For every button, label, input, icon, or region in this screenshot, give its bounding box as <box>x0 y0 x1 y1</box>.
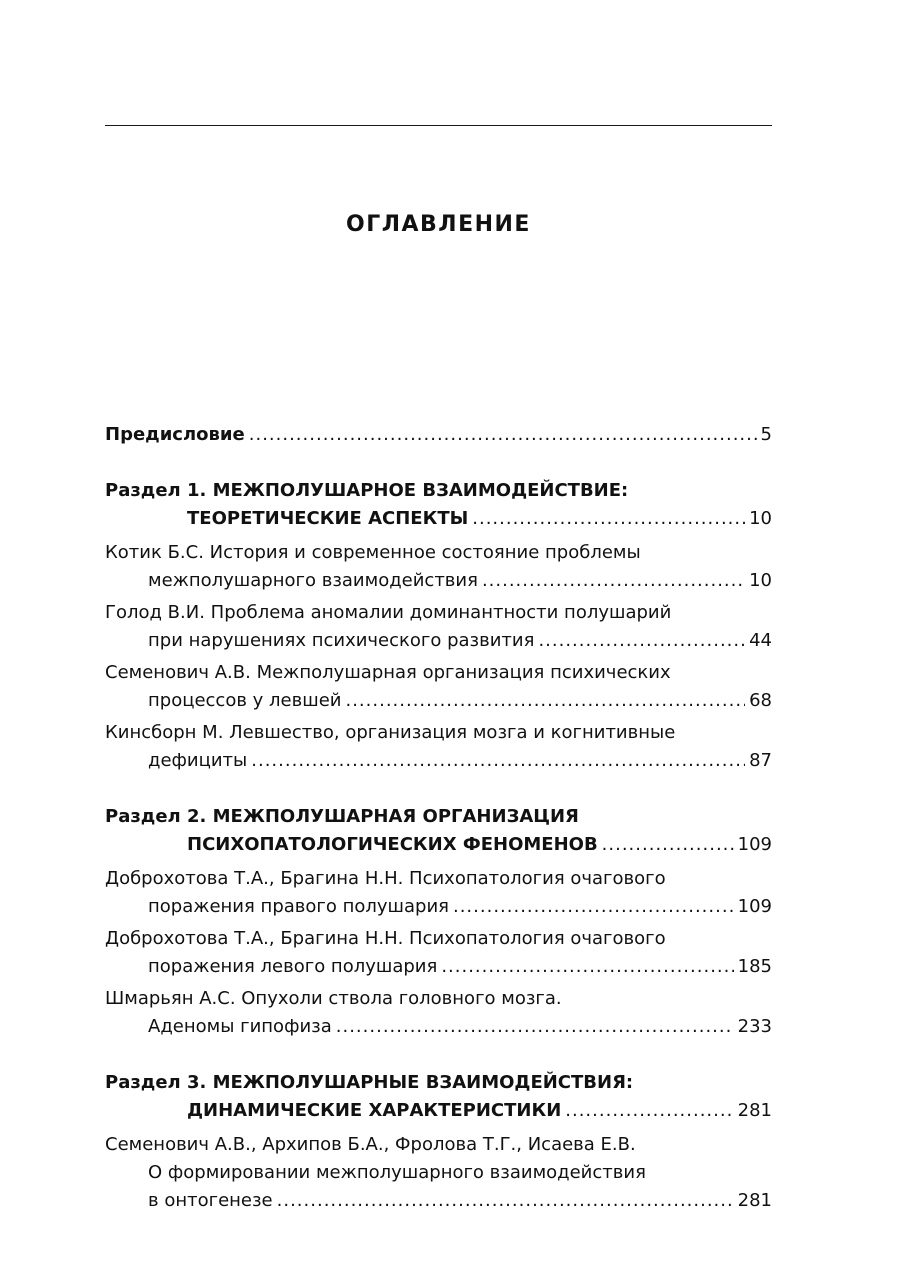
page-number: 185 <box>737 956 772 977</box>
top-rule <box>105 125 772 126</box>
article-title-cont: при нарушениях психического развития <box>148 630 535 651</box>
article-title: Кинсборн М. Левшество, организация мозга и когнитивные <box>105 722 676 743</box>
article-title-cont: поражения левого полушария <box>148 956 438 977</box>
page-number: 44 <box>749 630 772 651</box>
dot-leader <box>249 421 757 449</box>
page-number: 233 <box>737 1016 772 1037</box>
article-title: Доброхотова Т.А., Брагина Н.Н. Психопатология очагового <box>105 928 666 949</box>
article-title-cont: О формировании межполушарного взаимодействия <box>148 1162 646 1183</box>
toc-section-3[interactable] <box>105 1069 772 1125</box>
table-of-contents <box>105 421 772 1219</box>
dot-leader <box>482 567 745 595</box>
article-title: Котик Б.С. История и современное состояние проблемы <box>105 542 641 563</box>
toc-article[interactable] <box>105 659 772 715</box>
article-title-cont: поражения правого полушария <box>148 896 449 917</box>
toc-entry-foreword[interactable] <box>105 421 772 449</box>
section-heading-cont: ПСИХОПАТОЛОГИЧЕСКИХ ФЕНОМЕНОВ <box>187 834 598 855</box>
dot-leader <box>441 953 733 981</box>
section-heading-cont: ДИНАМИЧЕСКИЕ ХАРАКТЕРИСТИКИ <box>187 1100 562 1121</box>
dot-leader <box>277 1187 734 1215</box>
toc-section-2[interactable] <box>105 803 772 859</box>
article-title: Шмарьян А.С. Опухоли ствола головного мозга. <box>105 988 562 1009</box>
toc-section-1[interactable] <box>105 477 772 533</box>
section-heading: Раздел 1. МЕЖПОЛУШАРНОЕ ВЗАИМОДЕЙСТВИЕ: <box>105 480 629 501</box>
article-title-cont: процессов у левшей <box>148 690 342 711</box>
dot-leader <box>565 1097 733 1125</box>
dot-leader <box>472 505 745 533</box>
page-number: 109 <box>737 896 772 917</box>
page-number: 281 <box>737 1190 772 1211</box>
dot-leader <box>251 747 745 775</box>
page-number: 10 <box>749 508 772 529</box>
toc-article[interactable] <box>105 1131 772 1215</box>
toc-article[interactable] <box>105 719 772 775</box>
section-heading: Раздел 3. МЕЖПОЛУШАРНЫЕ ВЗАИМОДЕЙСТВИЯ: <box>105 1072 634 1093</box>
page-title: ОГЛАВЛЕНИЕ <box>346 212 531 237</box>
article-title: Голод В.И. Проблема аномалии доминантности полушарий <box>105 602 672 623</box>
dot-leader <box>336 1013 734 1041</box>
article-title-cont: межполушарного взаимодействия <box>148 570 478 591</box>
page-number: 87 <box>749 750 772 771</box>
section-heading: Раздел 2. МЕЖПОЛУШАРНАЯ ОРГАНИЗАЦИЯ <box>105 806 579 827</box>
section-heading-cont: ТЕОРЕТИЧЕСКИЕ АСПЕКТЫ <box>187 508 469 529</box>
toc-article[interactable] <box>105 985 772 1041</box>
article-title-cont: Аденомы гипофиза <box>148 1016 332 1037</box>
toc-article[interactable] <box>105 599 772 655</box>
page-number: 5 <box>760 424 772 445</box>
article-title-cont: дефициты <box>148 750 248 771</box>
page-number: 281 <box>737 1100 772 1121</box>
article-title: Семенович А.В. Межполушарная организация психических <box>105 662 671 683</box>
dot-leader <box>538 627 745 655</box>
article-title: Семенович А.В., Архипов Б.А., Фролова Т.Г., Исаева Е.В. <box>105 1134 636 1155</box>
toc-article[interactable] <box>105 865 772 921</box>
toc-entry-label: Предисловие <box>105 424 245 445</box>
page-number: 10 <box>749 570 772 591</box>
toc-article[interactable] <box>105 539 772 595</box>
page-number: 109 <box>737 834 772 855</box>
article-title: Доброхотова Т.А., Брагина Н.Н. Психопатология очагового <box>105 868 666 889</box>
dot-leader <box>602 831 734 859</box>
dot-leader <box>453 893 734 921</box>
article-title-cont: в онтогенезе <box>148 1190 273 1211</box>
dot-leader <box>345 687 745 715</box>
toc-article[interactable] <box>105 925 772 981</box>
page-number: 68 <box>749 690 772 711</box>
